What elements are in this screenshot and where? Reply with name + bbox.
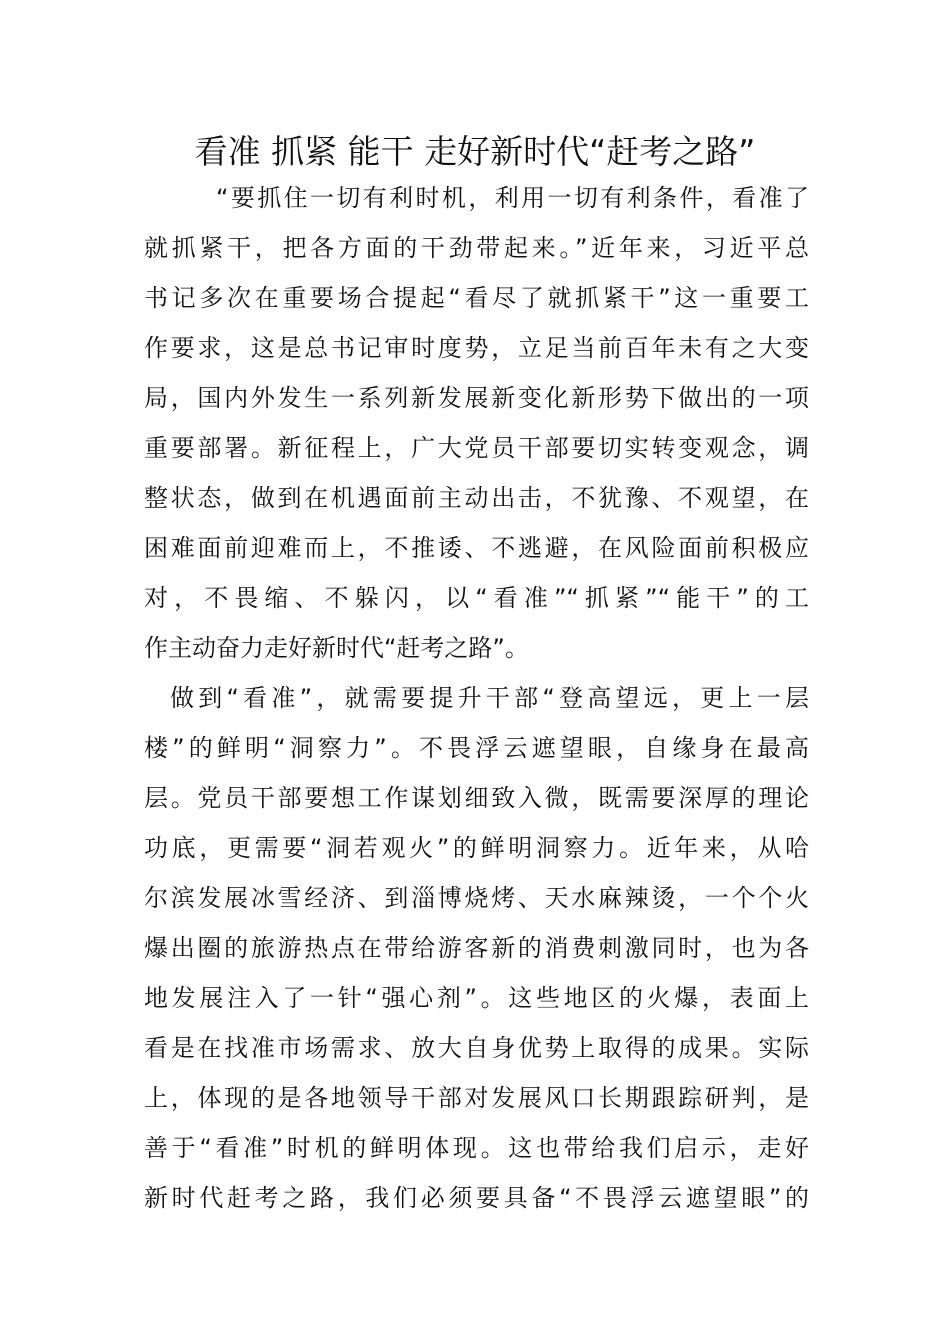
paragraph-2-line: 新时代赶考之路，我们必须要具备“不畏浮云遮望眼”的 (144, 1184, 809, 1212)
paragraph-2-line: 做到“看准”，就需要提升干部“登高望远，更上一层 (170, 684, 809, 712)
paragraph-1-line: 就抓紧干，把各方面的干劲带起来。”近年来，习近平总 (144, 234, 809, 262)
paragraph-2-line: 楼”的鲜明“洞察力”。不畏浮云遮望眼，自缘身在最高 (144, 734, 809, 762)
paragraph-1-line: 局，国内外发生一系列新发展新变化新形势下做出的一项 (144, 384, 809, 412)
paragraph-2-line: 爆出圈的旅游热点在带给游客新的消费刺激同时，也为各 (144, 934, 809, 962)
paragraph-1-line: 作要求，这是总书记审时度势，立足当前百年未有之大变 (144, 334, 809, 362)
paragraph-2-line: 看是在找准市场需求、放大自身优势上取得的成果。实际 (144, 1034, 809, 1062)
paragraph-2-line: 地发展注入了一针“强心剂”。这些地区的火爆，表面上 (144, 984, 809, 1012)
paragraph-1-line: 困难面前迎难而上，不推诿、不逃避，在风险面前积极应 (144, 534, 809, 562)
document-title: 看准 抓紧 能干 走好新时代“赶考之路” (194, 132, 756, 171)
paragraph-2-line: 尔滨发展冰雪经济、到淄博烧烤、天水麻辣烫，一个个火 (144, 884, 809, 912)
paragraph-2-line: 善于“看准”时机的鲜明体现。这也带给我们启示，走好 (144, 1134, 809, 1162)
paragraph-1-line: 整状态，做到在机遇面前主动出击，不犹豫、不观望，在 (144, 484, 809, 512)
paragraph-2-line: 上，体现的是各地领导干部对发展风口长期跟踪研判，是 (144, 1084, 809, 1112)
paragraph-1-line: “要抓住一切有利时机，利用一切有利条件，看准了 (216, 184, 809, 212)
paragraph-2-line: 功底，更需要“洞若观火”的鲜明洞察力。近年来，从哈 (144, 834, 809, 862)
paragraph-1-line: 书记多次在重要场合提起“看尽了就抓紧干”这一重要工 (144, 284, 809, 312)
paragraph-1-line: 作主动奋力走好新时代“赶考之路”。 (144, 634, 529, 662)
paragraph-1-line: 重要部署。新征程上，广大党员干部要切实转变观念，调 (144, 434, 809, 462)
paragraph-2-line: 层。党员干部要想工作谋划细致入微，既需要深厚的理论 (144, 784, 809, 812)
paragraph-1-line: 对，不畏缩、不躲闪，以“看准”“抓紧”“能干”的工 (144, 584, 809, 612)
